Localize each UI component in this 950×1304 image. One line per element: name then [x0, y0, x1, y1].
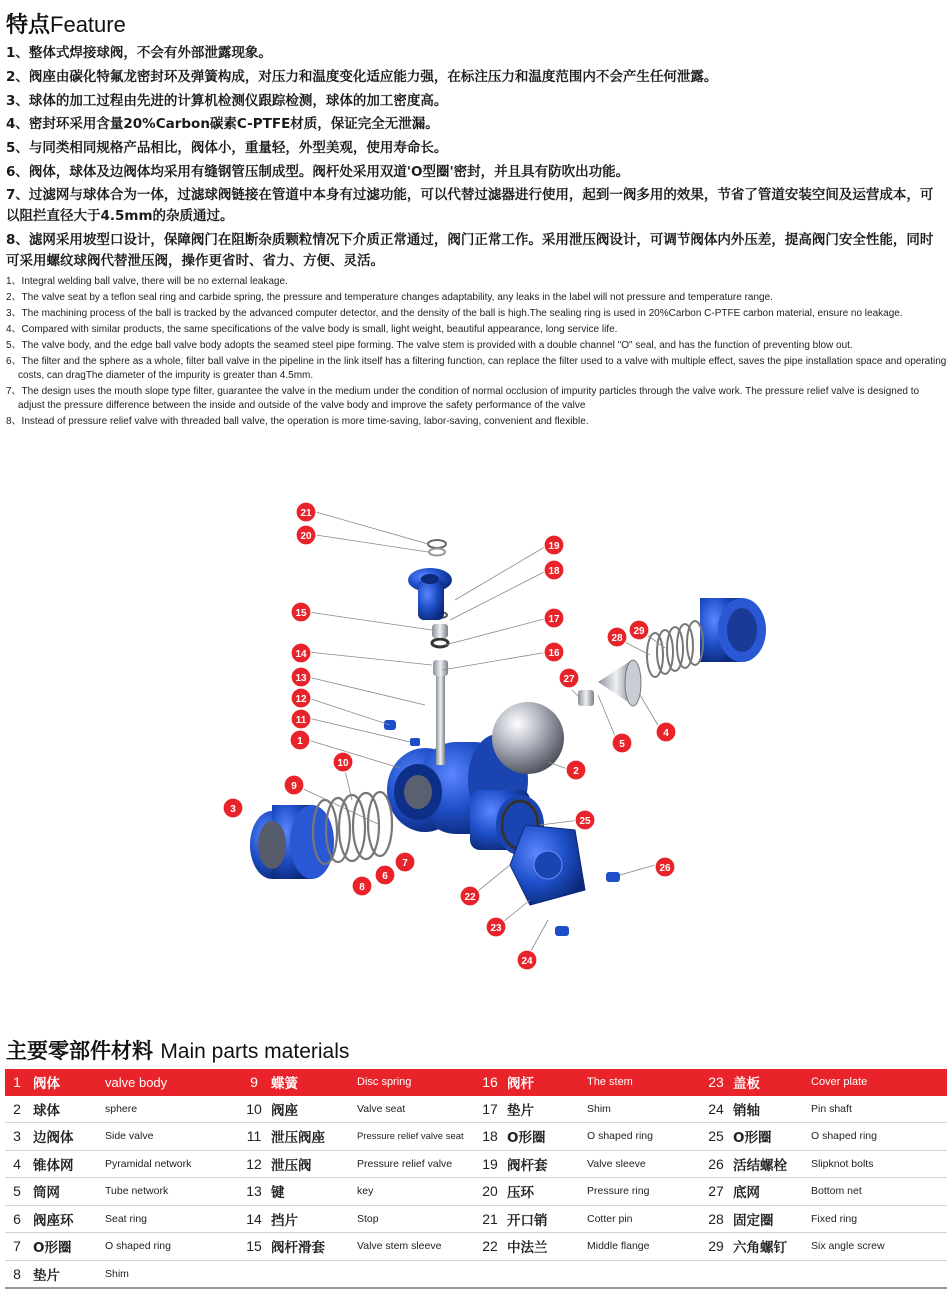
empty-cell: [241, 1260, 267, 1288]
callout-20: [296, 525, 316, 545]
part-name-en: Pressure relief valve seat: [353, 1123, 477, 1151]
callout-3: [223, 798, 243, 818]
part-name-cn: O形圈: [29, 1233, 101, 1261]
callout-29: [629, 620, 649, 640]
part-number: 18: [477, 1123, 503, 1151]
part-name-en: Seat ring: [101, 1205, 241, 1233]
svg-text:17: 17: [548, 614, 560, 625]
spring-coil-right: [647, 621, 703, 677]
part-number: 6: [5, 1205, 29, 1233]
part-number: 21: [477, 1205, 503, 1233]
feature-en-item: 8、Instead of pressure relief valve with threaded ball valve, the operation is more time-saving, labor-saving, convenient and flexible.: [6, 416, 589, 427]
part-name-en: Shim: [101, 1260, 241, 1288]
feature-en-item: 1、Integral welding ball valve, there will be no external leakage.: [6, 276, 288, 287]
part-number: 19: [477, 1150, 503, 1178]
empty-cell: [477, 1260, 503, 1288]
part-number: 20: [477, 1178, 503, 1206]
feature-cn-item: 4、密封环采用含量20%Carbon碳素C-PTFE材质，保证完全无泄漏。: [6, 116, 439, 133]
part-number: 12: [241, 1150, 267, 1178]
part-number: 28: [703, 1205, 729, 1233]
svg-text:27: 27: [563, 674, 575, 685]
part-name-en: Cotter pin: [583, 1205, 703, 1233]
part-name-en: Valve sleeve: [583, 1150, 703, 1178]
part-name-cn: 阀杆套: [503, 1150, 583, 1178]
svg-text:22: 22: [464, 892, 476, 903]
callout-18: [544, 560, 564, 580]
part-number: 15: [241, 1233, 267, 1261]
callout-11: [291, 709, 311, 729]
parts-row: [5, 1123, 947, 1151]
part-number: 24: [703, 1096, 729, 1123]
leader-lines: [295, 512, 665, 958]
right-pipe-part: [700, 598, 766, 662]
parts-row: [5, 1150, 947, 1178]
feature-en-item: 5、The valve body, and the edge ball valve body adopts the seamed steel pipe forming. The valve stem is provided with a double channel "O" seal, and has the function of preventing blow out.: [6, 340, 853, 351]
feature-title: [6, 10, 126, 41]
part-name-en: Side valve: [101, 1123, 241, 1151]
empty-cell: [729, 1260, 807, 1288]
part-name-cn: 中法兰: [503, 1233, 583, 1261]
svg-text:16: 16: [548, 648, 560, 659]
callout-5: [612, 733, 632, 753]
part-name-en: Bottom net: [807, 1178, 947, 1206]
parts-row: [5, 1096, 947, 1123]
svg-text:11: 11: [295, 715, 307, 726]
part-name-en: Six angle screw: [807, 1233, 947, 1261]
part-name-en: Pressure ring: [583, 1178, 703, 1206]
part-name-cn: 键: [267, 1178, 353, 1206]
svg-text:21: 21: [300, 508, 312, 519]
part-name-en: O shaped ring: [101, 1233, 241, 1261]
part-name-en: O shaped ring: [807, 1123, 947, 1151]
part-number: 2: [5, 1096, 29, 1123]
part-number: 25: [703, 1123, 729, 1151]
callout-6: [375, 865, 395, 885]
part-number: 26: [703, 1150, 729, 1178]
feature-cn-item: 7、过滤网与球体合为一体，过滤球阀链接在管道中本身有过滤功能，可以代替过滤器进行使用，起到一阀多用的效果，节省了管道安装空间及运营成本，可以阻拦直径大于4.5mm的杂质通过。: [6, 186, 934, 224]
exploded-valve-diagram: [0, 480, 950, 1020]
svg-text:8: 8: [359, 882, 365, 893]
part-name-en: Disc spring: [353, 1069, 477, 1096]
feature-cn-item: 1、整体式焊接球阀，不会有外部泄露现象。: [6, 45, 272, 61]
part-name-cn: 边阀体: [29, 1123, 101, 1151]
part-name-en: valve body: [101, 1069, 241, 1096]
svg-text:9: 9: [291, 781, 297, 792]
parts-title-cn: 主要零部件材料: [6, 1039, 153, 1063]
svg-text:25: 25: [579, 816, 591, 827]
parts-row: [5, 1205, 947, 1233]
part-name-en: Pyramidal network: [101, 1150, 241, 1178]
feature-en-item: 3、The machining process of the ball is tracked by the advanced computer detector, and the density of the ball is high.The sealing ring is used in 20%Carbon C-PTFE carbon material, ensure no leakage.: [6, 308, 903, 319]
part-name-cn: 球体: [29, 1096, 101, 1123]
callout-10: [333, 752, 353, 772]
valve-sleeve-part: [408, 540, 452, 620]
callout-9: [284, 775, 304, 795]
parts-table: [5, 1069, 947, 1289]
svg-text:19: 19: [548, 541, 560, 552]
callout-7: [395, 852, 415, 872]
empty-cell: [503, 1260, 583, 1288]
part-name-en: Shim: [583, 1096, 703, 1123]
callout-14: [291, 643, 311, 663]
part-name-cn: 筒网: [29, 1178, 101, 1206]
svg-text:18: 18: [548, 566, 560, 577]
empty-cell: [267, 1260, 353, 1288]
callout-23: [486, 917, 506, 937]
part-name-en: Valve stem sleeve: [353, 1233, 477, 1261]
parts-title-en: Main parts materials: [160, 1040, 350, 1063]
callout-22: [460, 886, 480, 906]
part-name-cn: 阀座: [267, 1096, 353, 1123]
part-number: 11: [241, 1123, 267, 1151]
ball-part: [492, 702, 564, 774]
callout-4: [656, 722, 676, 742]
part-name-cn: 泄压阀: [267, 1150, 353, 1178]
callout-21: [296, 502, 316, 522]
part-name-en: The stem: [583, 1069, 703, 1096]
part-name-cn: 阀杆: [503, 1069, 583, 1096]
part-name-en: key: [353, 1178, 477, 1206]
svg-text:14: 14: [295, 649, 307, 660]
svg-text:4: 4: [663, 728, 669, 739]
feature-cn-item: 6、阀体，球体及边阀体均采用有缝钢管压制成型。阀杆处采用双道'O型圈'密封，并且具有防吹出功能。: [6, 163, 630, 180]
feature-en-item: 2、The valve seat by a teflon seal ring and carbide spring, the pressure and temperature changes adaptability, any leaks in the label will not pressure and temperature range.: [6, 292, 773, 303]
feature-list-en: [6, 275, 948, 431]
part-number: 8: [5, 1260, 29, 1288]
part-name-en: Stop: [353, 1205, 477, 1233]
callout-28: [607, 627, 627, 647]
feature-cn-item: 2、阀座由碳化特氟龙密封环及弹簧构成，对压力和温度变化适应能力强，在标注压力和温度范围内不会产生任何泄露。: [6, 68, 718, 85]
svg-text:7: 7: [402, 858, 408, 869]
part-name-cn: 盖板: [729, 1069, 807, 1096]
part-number: 27: [703, 1178, 729, 1206]
part-name-cn: 阀座环: [29, 1205, 101, 1233]
callout-15: [291, 602, 311, 622]
parts-row: [5, 1260, 947, 1288]
svg-text:12: 12: [295, 694, 307, 705]
callout-24: [517, 950, 537, 970]
part-number: 10: [241, 1096, 267, 1123]
svg-text:29: 29: [633, 626, 645, 637]
part-number: 22: [477, 1233, 503, 1261]
feature-list-cn: [6, 42, 946, 275]
part-number: 16: [477, 1069, 503, 1096]
callout-19: [544, 535, 564, 555]
part-name-en: Slipknot bolts: [807, 1150, 947, 1178]
part-name-cn: 压环: [503, 1178, 583, 1206]
part-name-cn: 挡片: [267, 1205, 353, 1233]
part-number: 4: [5, 1150, 29, 1178]
callout-2: [566, 760, 586, 780]
part-number: 5: [5, 1178, 29, 1206]
svg-text:15: 15: [295, 608, 307, 619]
callout-12: [291, 688, 311, 708]
part-number: 23: [703, 1069, 729, 1096]
part-number: 7: [5, 1233, 29, 1261]
parts-row: [5, 1233, 947, 1261]
svg-text:23: 23: [490, 923, 502, 934]
feature-en-item: 6、The filter and the sphere as a whole, filter ball valve in the pipeline in the link itself has a filtering function, can replace the filter used to a valve with multiple effect, saves the pipe installation space and operating costs, can dragThe diameter of the impurity is greater than 4.5mm.: [6, 356, 947, 381]
feature-cn-item: 5、与同类相同规格产品相比，阀体小，重量轻，外型美观，使用寿命长。: [6, 140, 448, 157]
svg-text:3: 3: [230, 804, 236, 815]
part-name-cn: 蝶簧: [267, 1069, 353, 1096]
part-name-en: sphere: [101, 1096, 241, 1123]
parts-row-header: [5, 1069, 947, 1096]
part-name-cn: 固定圈: [729, 1205, 807, 1233]
valve-stem-part: [432, 612, 448, 765]
feature-title-cn: 特点: [6, 13, 51, 38]
part-number: 3: [5, 1123, 29, 1151]
part-name-en: Middle flange: [583, 1233, 703, 1261]
svg-text:26: 26: [659, 863, 671, 874]
svg-text:5: 5: [619, 739, 625, 750]
part-name-cn: O形圈: [729, 1123, 807, 1151]
cone-filter-part: [578, 660, 641, 706]
part-name-cn: 垫片: [503, 1096, 583, 1123]
part-number: 17: [477, 1096, 503, 1123]
part-name-cn: 活结螺栓: [729, 1150, 807, 1178]
empty-cell: [703, 1260, 729, 1288]
part-name-cn: 阀杆滑套: [267, 1233, 353, 1261]
callout-16: [544, 642, 564, 662]
empty-cell: [353, 1260, 477, 1288]
part-name-en: Pressure relief valve: [353, 1150, 477, 1178]
empty-cell: [583, 1260, 703, 1288]
svg-text:2: 2: [573, 766, 579, 777]
part-number: 29: [703, 1233, 729, 1261]
part-name-cn: 阀体: [29, 1069, 101, 1096]
callout-17: [544, 608, 564, 628]
part-name-cn: 泄压阀座: [267, 1123, 353, 1151]
part-name-cn: 销轴: [729, 1096, 807, 1123]
part-name-en: Pin shaft: [807, 1096, 947, 1123]
cover-plate-part: [510, 825, 585, 905]
part-name-cn: 垫片: [29, 1260, 101, 1288]
part-name-en: Cover plate: [807, 1069, 947, 1096]
part-number: 9: [241, 1069, 267, 1096]
feature-en-item: 4、Compared with similar products, the same specifications of the valve body is small, light weight, beautiful appearance, long service life.: [6, 324, 618, 335]
part-name-cn: 六角螺钉: [729, 1233, 807, 1261]
part-name-en: Valve seat: [353, 1096, 477, 1123]
svg-text:1: 1: [297, 736, 303, 747]
part-name-en: Fixed ring: [807, 1205, 947, 1233]
callout-27: [559, 668, 579, 688]
parts-row: [5, 1178, 947, 1206]
callout-13: [291, 667, 311, 687]
part-number: 14: [241, 1205, 267, 1233]
side-valve-part: [250, 805, 334, 879]
feature-cn-item: 8、滤网采用坡型口设计，保障阀门在阻断杂质颗粒情况下介质正常通过，阀门正常工作。采用泄压阀设计，可调节阀体内外压差，提高阀门安全性能，同时可采用螺纹球阀代替泄压阀，操作更省时、省力、方便、灵活。: [6, 231, 934, 269]
part-name-en: O shaped ring: [583, 1123, 703, 1151]
part-name-cn: 锥体网: [29, 1150, 101, 1178]
callout-1: [290, 730, 310, 750]
part-name-en: Tube network: [101, 1178, 241, 1206]
callout-8: [352, 876, 372, 896]
feature-title-en: Feature: [50, 12, 126, 37]
svg-text:28: 28: [611, 633, 623, 644]
feature-cn-item: 3、球体的加工过程由先进的计算机检测仪跟踪检测，球体的加工密度高。: [6, 92, 448, 109]
callout-26: [655, 857, 675, 877]
callout-25: [575, 810, 595, 830]
part-number: 13: [241, 1178, 267, 1206]
part-name-cn: 开口销: [503, 1205, 583, 1233]
svg-text:10: 10: [337, 758, 349, 769]
feature-en-item: 7、The design uses the mouth slope type filter, guarantee the valve in the medium under the condition of normal occlusion of impurity particles through the valve work. The pressure relief valve is designed to adjust the pressure difference between the inside and outside of the valve body and improve the safety performance of the valve: [6, 386, 920, 411]
parts-title: [6, 1036, 349, 1067]
part-name-cn: 底网: [729, 1178, 807, 1206]
svg-text:13: 13: [295, 673, 307, 684]
svg-text:6: 6: [382, 871, 388, 882]
svg-text:24: 24: [521, 956, 533, 967]
empty-cell: [807, 1260, 947, 1288]
part-number: 1: [5, 1069, 29, 1096]
svg-text:20: 20: [300, 531, 312, 542]
part-name-cn: O形圈: [503, 1123, 583, 1151]
